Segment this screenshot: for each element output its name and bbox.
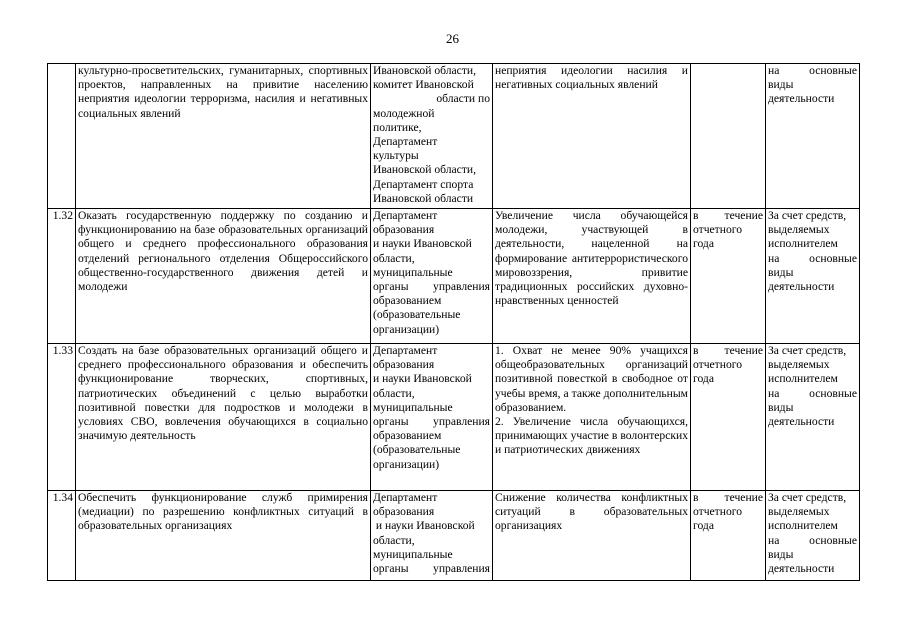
measure-term — [691, 344, 766, 491]
term-line: отчетного — [693, 505, 743, 519]
measures-table — [47, 63, 860, 581]
executor-line: муниципальные — [373, 265, 453, 279]
executor-line: Департамент — [373, 135, 438, 149]
measure-executor — [371, 491, 493, 581]
measure-result — [493, 344, 691, 491]
finance-line: выделяемых — [768, 505, 830, 519]
term-line: отчетного — [693, 358, 743, 372]
finance-line: За счет средств, — [768, 209, 847, 222]
finance-line: выделяемых — [768, 358, 830, 372]
executor-line: образования — [373, 223, 435, 237]
term-line: отчетного — [693, 223, 743, 237]
measure-finance — [766, 491, 860, 581]
term-line: года — [693, 372, 714, 386]
row-number — [48, 64, 76, 209]
executor-line: (образовательные — [373, 308, 461, 322]
measure-term — [691, 209, 766, 344]
executor-line: органы управления — [373, 562, 490, 576]
measure-executor — [371, 209, 493, 344]
executor-line: органы управления — [373, 415, 490, 429]
finance-line: исполнителем — [768, 372, 838, 386]
measure-action: культурно-просветительских, гуманитарных, спортивных проектов, направленных на привитие населению неприятия идеологии терроризма, насилия и негативных социальных явлений — [76, 64, 371, 209]
executor-line: Ивановской области, — [373, 163, 476, 177]
executor-line: области, — [373, 251, 415, 265]
finance-line: виды — [768, 400, 794, 414]
executor-line: и науки Ивановской — [373, 372, 472, 386]
executor-line: Ивановской области, — [373, 64, 476, 77]
finance-line: деятельности — [768, 92, 835, 106]
finance-line: деятельности — [768, 415, 835, 429]
executor-line: образованием — [373, 294, 442, 308]
term-line: года — [693, 519, 714, 533]
measure-result: Снижение количества конфликтных ситуаций в образовательных организациях — [493, 491, 691, 581]
term-line: в течение — [693, 491, 763, 504]
measure-finance — [766, 64, 860, 209]
finance-line: на основные — [768, 64, 857, 77]
executor-line: Департамент — [373, 209, 438, 222]
executor-line: области, — [373, 533, 415, 547]
executor-line: Департамент — [373, 344, 438, 357]
finance-line: деятельности — [768, 562, 835, 576]
measure-result: неприятия идеологии насилия и негативных социальных явлений — [493, 64, 691, 209]
result-item: 1. Охват не менее 90% учащихся общеобразовательных организаций позитивной повесткой в свободное от учебы время, а также дополнительным образованием. — [495, 344, 688, 414]
measure-finance — [766, 209, 860, 344]
executor-line: молодежной — [373, 106, 435, 120]
executor-line: и науки Ивановской — [373, 519, 475, 533]
finance-line: на основные — [768, 251, 857, 265]
term-line: в течение — [693, 344, 763, 357]
term-line: года — [693, 237, 714, 251]
row-number: 1.33 — [48, 344, 76, 491]
executor-line: организации) — [373, 457, 440, 471]
finance-line: исполнителем — [768, 237, 838, 251]
executor-line: образованием — [373, 429, 442, 443]
executor-line: комитет Ивановской — [373, 78, 474, 92]
executor-line: органы управления — [373, 280, 490, 294]
executor-line: Департамент — [373, 491, 438, 504]
row-number: 1.34 — [48, 491, 76, 581]
measure-executor — [371, 344, 493, 491]
finance-line: деятельности — [768, 280, 835, 294]
executor-line: муниципальные — [373, 547, 453, 561]
executor-line: муниципальные — [373, 400, 453, 414]
finance-line: на основные — [768, 386, 857, 400]
measure-executor — [371, 64, 493, 209]
finance-line: исполнителем — [768, 519, 838, 533]
table-row — [48, 344, 860, 491]
table-row — [48, 491, 860, 581]
term-line: в течение — [693, 209, 763, 222]
finance-line: виды — [768, 547, 794, 561]
measure-action: Оказать государственную поддержку по созданию и функционированию на базе образовательных организаций общего и среднего профессионального образования отделений регионального отделения Общероссийского общественно-государственного движения детей и молодежи — [76, 209, 371, 344]
executor-line: области по — [436, 92, 490, 106]
result-item: 2. Увеличение числа обучающихся, принимающих участие в волонтерских и патриотических движениях — [495, 415, 688, 457]
executor-line: политике, — [373, 120, 422, 134]
finance-line: выделяемых — [768, 223, 830, 237]
measure-result: Увеличение числа обучающейся молодежи, участвующей в деятельности, нацеленной на формирование антитеррористического мировоззрения, привитие традиционных российских духовно-нравственных ценностей — [493, 209, 691, 344]
executor-line: области, — [373, 386, 415, 400]
executor-line: организации) — [373, 322, 440, 336]
finance-line: За счет средств, — [768, 344, 847, 357]
page-number: 26 — [446, 31, 459, 46]
finance-line: на основные — [768, 533, 857, 547]
executor-line: (образовательные — [373, 443, 461, 457]
executor-line: Департамент спорта — [373, 177, 474, 191]
row-number: 1.32 — [48, 209, 76, 344]
finance-line: За счет средств, — [768, 491, 847, 504]
measure-term — [691, 64, 766, 209]
executor-line: и науки Ивановской — [373, 237, 472, 251]
measure-action: Обеспечить функционирование служб примирения (медиации) по разрешению конфликтных ситуаций в образовательных организациях — [76, 491, 371, 581]
table-row — [48, 209, 860, 344]
measure-action: Создать на базе образовательных организаций общего и среднего профессионального образования и обеспечить функционирование творческих, спортивных, патриотических объединений с целью выработки позитивной повестки для подростков и молодежи в условиях СВО, вовлечения обучающихся в социально значимую деятельность — [76, 344, 371, 491]
executor-line: Ивановской области — [373, 191, 474, 205]
executor-line: образования — [373, 358, 435, 372]
executor-line: образования — [373, 505, 435, 519]
measure-finance — [766, 344, 860, 491]
finance-line: виды — [768, 78, 794, 92]
finance-line: виды — [768, 265, 794, 279]
table-row — [48, 64, 860, 209]
executor-line: культуры — [373, 149, 419, 163]
measure-term — [691, 491, 766, 581]
